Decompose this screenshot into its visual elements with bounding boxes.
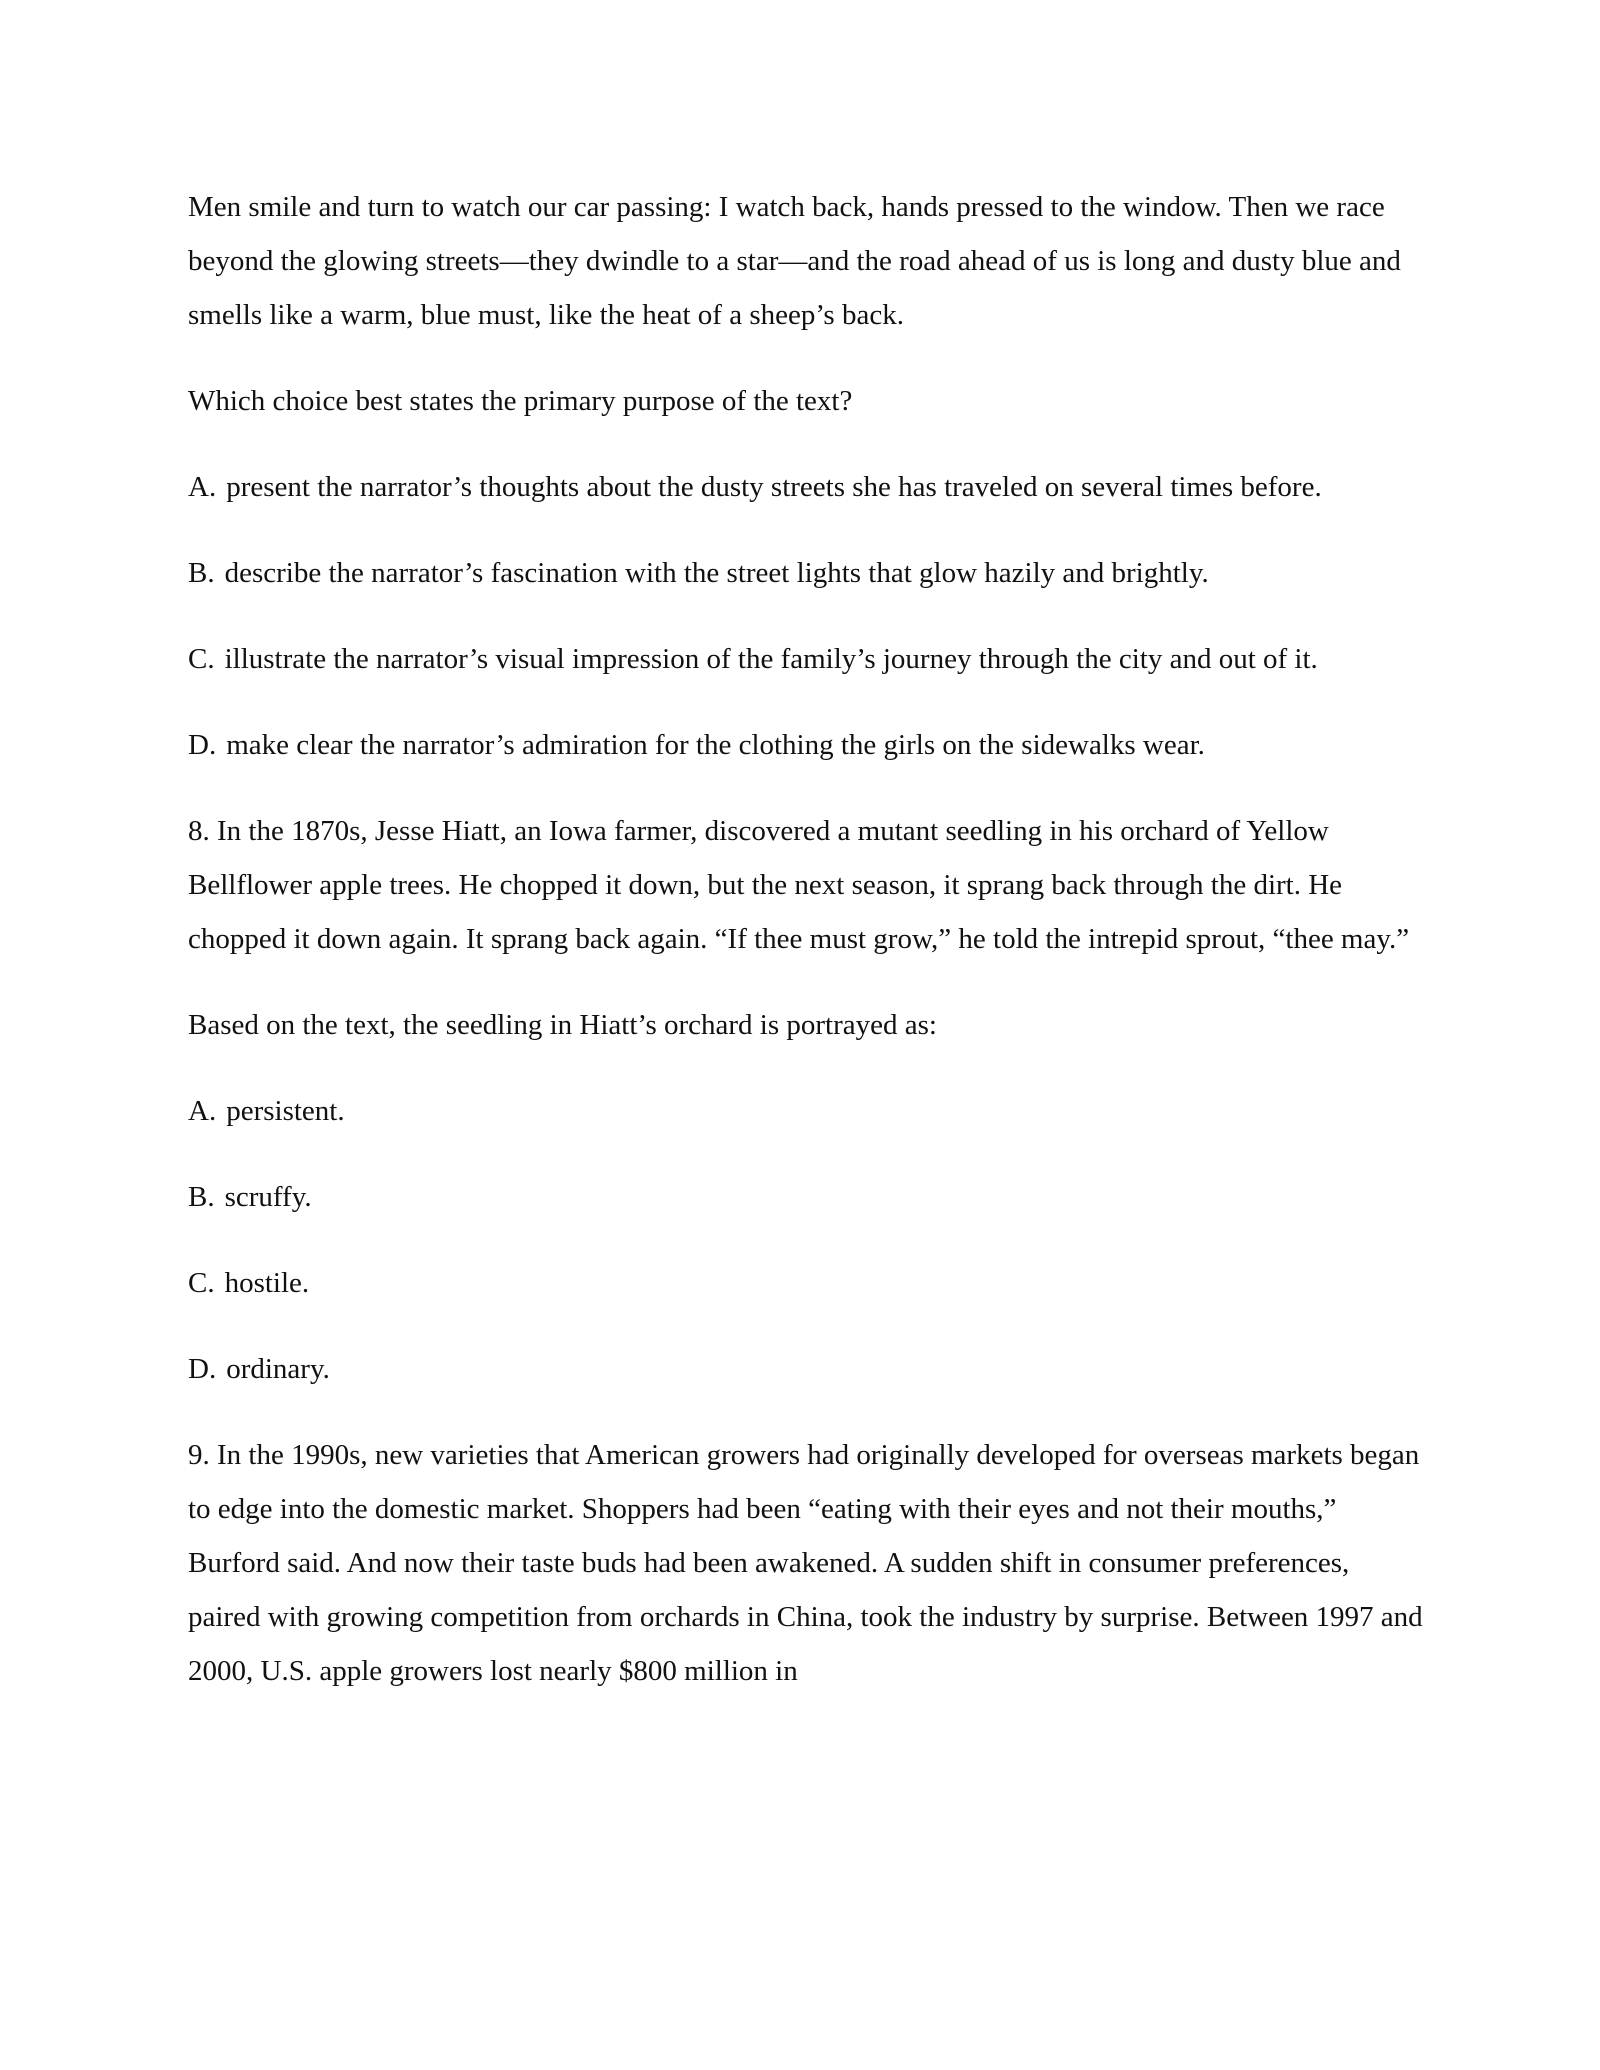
choice-letter: A. <box>188 471 217 503</box>
choice-text: illustrate the narrator’s visual impression of the family’s journey through the city and out of it. <box>224 643 1318 675</box>
q8-choice-c <box>188 1256 1428 1310</box>
q7-choice-d <box>188 718 1428 772</box>
choice-text: persistent. <box>226 1095 345 1127</box>
q7-choice-b <box>188 546 1428 600</box>
choice-text: make clear the narrator’s admiration for the clothing the girls on the sidewalks wear. <box>226 729 1205 761</box>
q8-choice-b <box>188 1170 1428 1224</box>
q8-choice-d <box>188 1342 1428 1396</box>
choice-letter: D. <box>188 1353 217 1385</box>
q8-prompt: Based on the text, the seedling in Hiatt’s orchard is portrayed as: <box>188 1009 937 1041</box>
choice-letter: B. <box>188 557 215 589</box>
choice-letter: B. <box>188 1181 215 1213</box>
choice-text: ordinary. <box>226 1353 330 1385</box>
choice-text: hostile. <box>224 1267 310 1299</box>
document-page <box>188 180 1428 1730</box>
choice-text: describe the narrator’s fascination with the street lights that glow hazily and brightly. <box>224 557 1209 589</box>
choice-text: scruffy. <box>224 1181 312 1213</box>
q7-prompt: Which choice best states the primary purpose of the text? <box>188 385 853 417</box>
passage-continuation: Men smile and turn to watch our car passing: I watch back, hands pressed to the window. Then we race beyond the glowing streets—they dwindle to a star—and the road ahead of us is long and dusty blue and smells like a warm, blue must, like the heat of a sheep’s back. <box>188 191 1401 331</box>
q7-choice-c <box>188 632 1428 686</box>
q8-passage: 8. In the 1870s, Jesse Hiatt, an Iowa farmer, discovered a mutant seedling in his orchard of Yellow Bellflower apple trees. He chopped it down, but the next season, it sprang back through the dirt. He chopped it down again. It sprang back again. “If thee must grow,” he told the intrepid sprout, “thee may.” <box>188 815 1410 955</box>
q8-choice-a <box>188 1084 1428 1138</box>
choice-letter: C. <box>188 643 215 675</box>
q9-passage: 9. In the 1990s, new varieties that American growers had originally developed for overseas markets began to edge into the domestic market. Shoppers had been “eating with their eyes and not their mouths,” Burford said. And now their taste buds had been awakened. A sudden shift in consumer preferences, paired with growing competition from orchards in China, took the industry by surprise. Between 1997 and 2000, U.S. apple growers lost nearly $800 million in <box>188 1439 1423 1687</box>
q7-choice-a <box>188 460 1428 514</box>
choice-letter: C. <box>188 1267 215 1299</box>
choice-letter: A. <box>188 1095 217 1127</box>
choice-text: present the narrator’s thoughts about the dusty streets she has traveled on several times before. <box>226 471 1322 503</box>
choice-letter: D. <box>188 729 217 761</box>
